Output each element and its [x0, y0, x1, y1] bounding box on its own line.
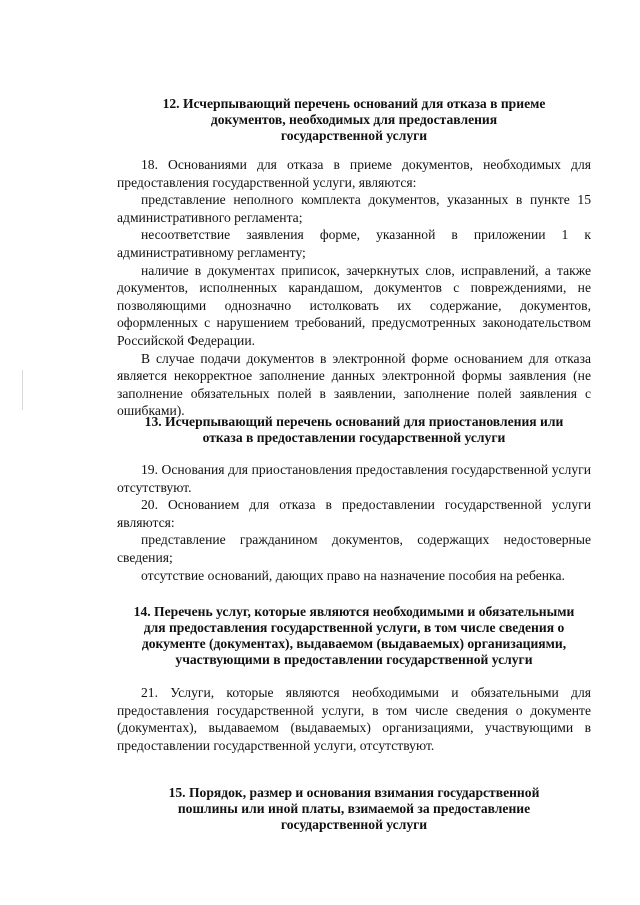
heading-line: для предоставления государственной услуги, в том числе сведения о — [143, 620, 565, 635]
heading-line: участвующими в предоставлении государственной услуги — [175, 652, 533, 667]
heading-line: отказа в предоставлении государственной услуги — [202, 430, 506, 445]
heading-line: государственной услуги — [280, 128, 428, 143]
section-12-heading — [117, 96, 591, 144]
heading-line: документов, необходимых для предоставления — [210, 112, 498, 127]
heading-line: пошлины или иной платы, взимаемой за предоставление — [177, 801, 531, 816]
heading-line: государственной услуги — [280, 817, 428, 832]
section-14-heading — [117, 604, 591, 668]
paragraph: представление неполного комплекта документов, указанных в пункте 15 административного регламента; — [117, 192, 591, 225]
scan-artifact — [22, 370, 23, 410]
heading-line: 13. Исчерпывающий перечень оснований для приостановления или — [144, 414, 564, 429]
section-13-heading — [117, 414, 591, 446]
paragraph: 19. Основания для приостановления предоставления государственной услуги отсутствуют. — [117, 462, 591, 495]
section-12-body — [117, 156, 591, 420]
paragraph: 21. Услуги, которые являются необходимыми и обязательными для предоставления государственной услуги, в том числе сведения о документе (документах), выдаваемом (выдаваемых) организациями, участвующими в предоставлении государственной услуги, отсутствуют. — [117, 685, 591, 753]
section-15-heading — [117, 785, 591, 833]
heading-line: 12. Исчерпывающий перечень оснований для отказа в приеме — [162, 96, 546, 111]
section-14-body — [117, 684, 591, 754]
heading-line: 15. Порядок, размер и основания взимания государственной — [168, 785, 540, 800]
paragraph: несоответствие заявления форме, указанной в приложении 1 к административному регламенту; — [117, 227, 591, 260]
paragraph: отсутствие оснований, дающих право на назначение пособия на ребенка. — [141, 567, 565, 583]
paragraph: В случае подачи документов в электронной форме основанием для отказа является некорректное заполнение данных электронной формы заявления (не заполнение обязательных полей в заявлении, заполнение полей заявления с ошибками). — [117, 350, 591, 419]
paragraph: представление гражданином документов, содержащих недостоверные сведения; — [117, 532, 591, 565]
paragraph: 18. Основаниями для отказа в приеме документов, необходимых для предоставления государственной услуги, являются: — [117, 157, 591, 190]
paragraph: наличие в документах приписок, зачеркнутых слов, исправлений, а также документов, исполненных карандашом, документов с повреждениями, не позволяющими однозначно истолковать их содержание, документов, оформленных с нарушением требований, предусмотренных законодательством Российской Федерации. — [117, 262, 591, 348]
heading-line: 14. Перечень услуг, которые являются необходимыми и обязательными — [133, 604, 575, 619]
paragraph: 20. Основанием для отказа в предоставлении государственной услуги являются: — [117, 497, 591, 530]
section-13-body — [117, 461, 591, 584]
heading-line: документе (документах), выдаваемом (выдаваемых) организациями, — [141, 636, 567, 651]
